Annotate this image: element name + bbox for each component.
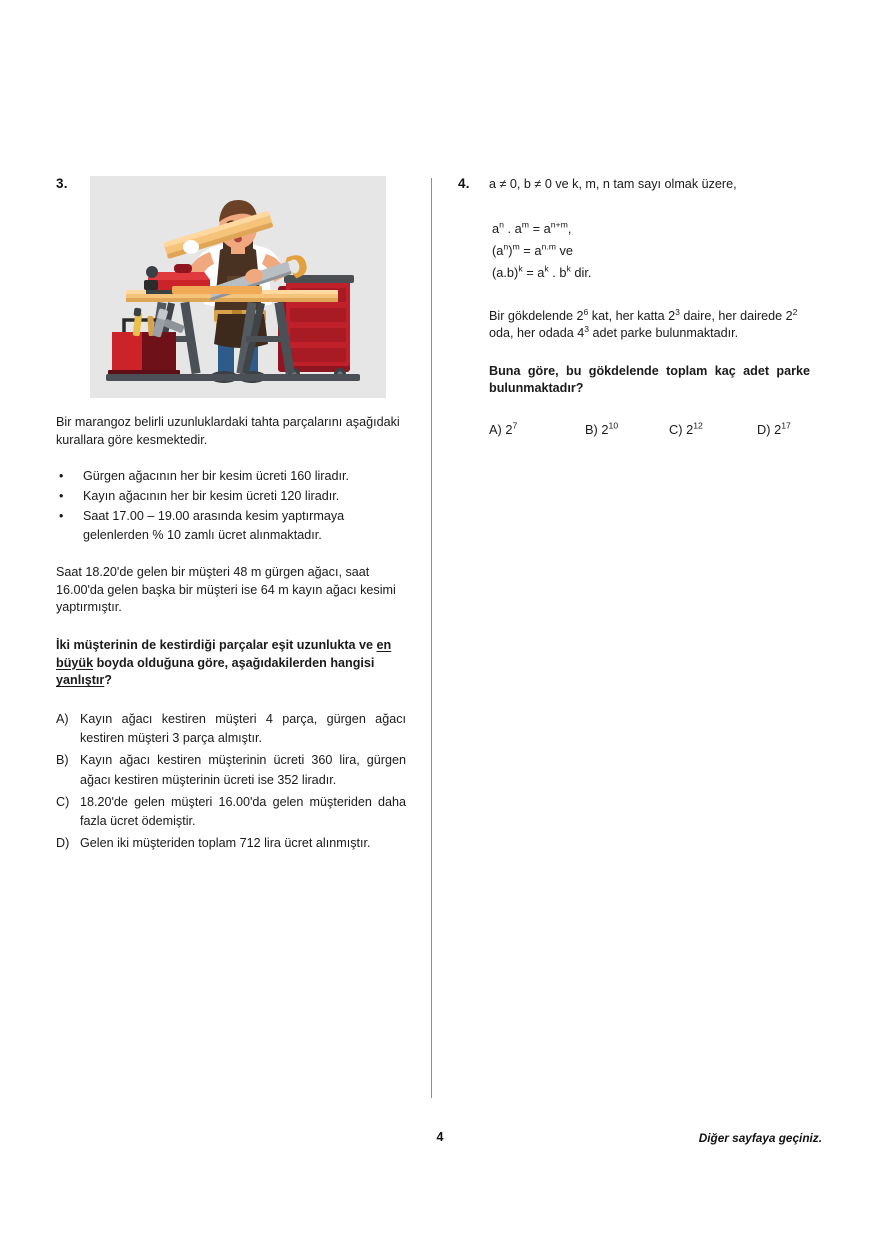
option-b-exponent: 10 [608, 420, 619, 431]
question-4-statement-wrap [489, 308, 810, 437]
question-4-options [489, 422, 810, 437]
carpenter-illustration [90, 176, 386, 398]
statement-e2: 3 [675, 306, 680, 317]
option-a[interactable] [489, 422, 585, 437]
formula-1-eq: = a [529, 220, 551, 236]
question-3-intro: Bir marangoz belirli uzunluklardaki tahta parçalarını aşağıdaki kurallara göre kesmektedir. [56, 415, 400, 447]
statement-e4: 3 [584, 324, 589, 334]
question-4-prompt: Buna göre, bu gökdelende toplam kaç adet parke bulunmaktadır? [489, 363, 810, 396]
spacer [56, 546, 406, 564]
question-3-column [56, 176, 406, 856]
question-3-prompt [56, 637, 406, 690]
formula-1-sup1: n [499, 219, 504, 230]
option-b[interactable] [56, 751, 406, 790]
option-c-exponent: 12 [693, 420, 703, 431]
page-number: 4 [436, 1130, 444, 1144]
prompt-underline-2: yanlıştır [56, 673, 105, 688]
list-item-label: Kayın ağacının her bir kesim ücreti 120 liradır. [83, 489, 340, 504]
formula-2 [492, 240, 810, 262]
question-4-body [489, 176, 810, 194]
formula-3-sup2: k [544, 263, 549, 274]
statement-s5: adet parke bulunmaktadır. [589, 326, 739, 341]
question-4-statement [489, 308, 810, 343]
formula-1-base1: a [492, 220, 500, 236]
option-b[interactable] [585, 422, 669, 437]
spacer [56, 690, 406, 710]
option-c[interactable] [669, 422, 757, 437]
list-item [56, 487, 406, 506]
spacer [56, 449, 406, 467]
option-c-label: C) [669, 421, 683, 437]
option-b-label: B) [585, 421, 598, 437]
formula-3-sup3: k [566, 263, 571, 274]
option-d-label: D) [56, 836, 70, 851]
formula-1 [492, 218, 810, 240]
question-4-number: 4. [458, 176, 470, 191]
list-item-label: Saat 17.00 – 19.00 arasında kesim yaptırmaya gelenlerden % 10 zamlı ücret alınmaktadır. [83, 509, 345, 543]
question-4-intro-a: a ≠ 0, b ≠ 0 [489, 177, 552, 191]
option-a[interactable] [56, 710, 406, 749]
option-c[interactable] [56, 793, 406, 832]
statement-s1: Bir gökdelende 2 [489, 308, 584, 323]
formula-3-sup1: k [518, 263, 523, 274]
option-d-label: D) [757, 421, 771, 437]
formula-1-sup2: m [521, 219, 530, 230]
option-c-label: C) [56, 794, 70, 809]
question-3-options [56, 710, 406, 854]
formula-2-sup1: n [503, 241, 509, 252]
option-b-text: Kayın ağacı kestiren müşterinin ücreti 360 lira, gürgen ağacı kestiren müşterinin ücreti ise 352 liradır. [80, 753, 406, 787]
spacer [56, 617, 406, 637]
carpenter-illustration-svg [90, 176, 386, 398]
prompt-part-2: boyda olduğuna göre, aşağıdakilerden hangisi [93, 655, 375, 670]
option-d-text: Gelen iki müşteriden toplam 712 lira ücret alınmıştır. [80, 836, 371, 851]
bullet-icon: • [59, 489, 64, 504]
option-b-base: 2 [597, 421, 609, 437]
option-d-base: 2 [770, 421, 782, 437]
spacer [56, 398, 406, 414]
formula-3-tail: dir. [570, 264, 592, 280]
formula-2-mid: ) [508, 242, 513, 258]
question-4-header [458, 176, 810, 437]
question-4-column [458, 176, 810, 437]
formula-2-base1: (a [492, 242, 504, 258]
footer-note: Diğer sayfaya geçiniz. [698, 1131, 822, 1145]
question-3-number: 3. [56, 176, 68, 191]
option-a-text: Kayın ağacı kestiren müşteri 4 parça, gürgen ağacı kestiren müşteri 3 parça almıştır. [80, 711, 406, 746]
option-a-label: A) [56, 711, 69, 726]
option-a-label: A) [489, 421, 502, 437]
question-4-intro [489, 176, 810, 194]
list-item [56, 467, 406, 486]
list-item-label: Gürgen ağacının her bir kesim ücreti 160 liradır. [83, 469, 349, 484]
prompt-part-1: İki müşterinin de kestirdiği parçalar eşit uzunlukta ve [56, 637, 377, 652]
option-b-label: B) [56, 753, 69, 768]
question-3-rules-list [56, 467, 406, 545]
formula-1-tail: , [567, 220, 572, 236]
option-d[interactable] [757, 422, 791, 437]
question-3-header [56, 176, 406, 854]
statement-e1: 6 [583, 306, 589, 317]
prompt-part-3: ? [104, 673, 112, 688]
question-4-formulas [492, 218, 810, 284]
spacer [489, 398, 810, 422]
formula-2-sup3: n.m [541, 241, 556, 252]
spacer [458, 194, 810, 218]
formula-3-base1: (a.b) [492, 264, 519, 280]
bullet-icon: • [59, 509, 64, 524]
bullet-icon: • [59, 469, 64, 484]
spacer [458, 284, 810, 308]
question-4-intro-b: ve k, m, n tam sayı olmak üzere, [551, 177, 737, 191]
option-c-base: 2 [682, 421, 694, 437]
formula-1-sup3: n+m [550, 219, 568, 230]
column-divider [431, 178, 432, 1098]
formula-2-sup2: m [512, 241, 520, 252]
formula-2-tail: ve [555, 242, 574, 258]
option-d-exponent: 17 [781, 420, 791, 431]
spacer [489, 343, 810, 363]
statement-s2: kat, her katta 2 [588, 308, 676, 323]
statement-s3: daire, her dairede 2 [679, 308, 793, 323]
prompt-underline-1: en büyük [56, 637, 392, 670]
question-3-detail: Saat 18.20'de gelen bir müşteri 48 m gürgen ağacı, saat 16.00'da gelen başka bir müşteri ise 64 m kayın ağacı kesimi yaptırmıştır. [56, 565, 396, 615]
option-a-base: 2 [501, 421, 513, 437]
option-c-text: 18.20'de gelen müşteri 16.00'da gelen müşteriden daha fazla ücret ödemiştir. [80, 794, 406, 829]
formula-3-eq: . b [548, 264, 567, 280]
statement-s4: oda, her odada 4 [489, 326, 585, 341]
option-a-exponent: 7 [512, 420, 518, 431]
formula-1-mid: . a [503, 220, 522, 236]
option-d[interactable] [56, 834, 406, 854]
list-item [56, 507, 406, 545]
formula-3 [492, 262, 810, 284]
formula-3-mid: = a [522, 264, 545, 280]
statement-e3: 2 [792, 306, 798, 317]
formula-2-eq: = a [519, 242, 542, 258]
